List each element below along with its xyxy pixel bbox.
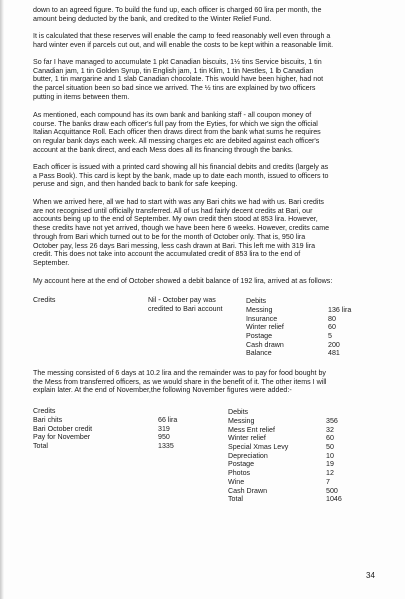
november-debits-amounts — [326, 417, 342, 504]
text-line: Italian Acquittance Roll. Each officer then draws direct from the bank what sums he requires — [33, 128, 321, 137]
debit-amount: 12 — [326, 469, 334, 478]
october-debits-heading: Debits — [246, 297, 267, 305]
debit-amount: 60 — [326, 434, 334, 443]
text-line: these credits have not yet arrived, though we have been here 6 weeks. However, credits came — [33, 224, 330, 233]
text-line: amount being deducted by the bank, and credited to the Winter Relief Fund. — [33, 14, 272, 23]
debit-amount: 500 — [326, 486, 338, 495]
debit-item: Insurance — [246, 314, 278, 323]
paragraph-october-balance — [33, 277, 388, 286]
text-line: Nil - October pay was — [148, 296, 216, 304]
paragraph-messing — [33, 369, 388, 395]
text-line: are not recognised until officially transferred. All of us had fairly decent credits at Bari, our — [33, 206, 313, 215]
text-line: September. — [33, 258, 70, 267]
paragraph-printed-card — [33, 163, 388, 189]
credit-amount: 66 lira — [158, 416, 178, 424]
text-line: a Pass Book). This card is kept by the bank, made up to date each month, issued to officers to — [33, 171, 329, 180]
text-line: credit. This does not take into account the accumulated credit of 853 lira to the end of — [33, 250, 301, 259]
november-credits-items — [33, 416, 92, 451]
paragraph-reserves — [33, 32, 388, 49]
text-line: putting in items between them. — [33, 92, 130, 101]
debit-amount: 1046 — [326, 495, 342, 504]
debit-amount: 481 — [328, 349, 340, 358]
credit-item: Bari October credit — [33, 424, 93, 433]
paragraph-compound-bank — [33, 111, 388, 155]
text-line: hard winter even if parcels cut out, and will enable the costs to be kept within a reasonable limit. — [33, 40, 334, 49]
text-line: the Mess from transferred officers, as we would share in the benefit of it. The other items I will — [33, 377, 327, 386]
debit-item: Postage — [246, 332, 273, 341]
text-line: butter, 1 tin margarine and 1 slab Canadian chocolate. This would have been higher, had not — [33, 75, 324, 84]
debit-item: Messing — [246, 306, 273, 314]
debit-amount: 19 — [326, 460, 334, 469]
text-line: down to an agreed figure. To build the fund up, each officer is charged 60 lira per month, the — [33, 6, 322, 14]
debit-item: Total — [228, 495, 243, 504]
text-line: account at the bank direct, and each Mess does all its financing through the banks. — [33, 145, 293, 154]
debit-amount: 7 — [326, 477, 330, 486]
paragraph-bari-chits — [33, 198, 388, 268]
credit-item: Pay for November — [33, 433, 91, 442]
text-line: It is calculated that these reserves will enable the camp to feed reasonably well even through a — [33, 32, 331, 40]
credit-amount: 950 — [158, 433, 170, 442]
page-number: 34 — [366, 571, 375, 580]
page-binding-shadow — [0, 0, 4, 599]
november-credits-heading: Credits — [33, 407, 56, 415]
november-debits-items — [228, 417, 288, 504]
credit-item: Total — [33, 442, 48, 451]
october-debits-amounts — [328, 306, 351, 358]
text-line: When we arrived here, all we had to start with was any Bari chits we had with us. Bari credits — [33, 198, 324, 206]
october-debits-items — [246, 306, 284, 358]
text-line: So far I have managed to accumulate 1 pkt Canadian biscuits, 1½ tins Service biscuits, 1 tin — [33, 58, 322, 66]
debit-item: Messing — [228, 417, 255, 425]
debit-item: Balance — [246, 349, 272, 358]
debit-item: Winter relief — [246, 323, 284, 332]
text-line: As mentioned, each compound has its own bank and banking staff - all coupon money of — [33, 111, 312, 119]
debit-amount: 136 lira — [328, 306, 352, 314]
text-line: Canadian jam, 1 tin Golden Syrup, tin English jam, 1 tin Klim, 1 tin Nestles, 1 lb Canadian — [33, 66, 314, 75]
debit-amount: 10 — [326, 451, 334, 460]
text-line: explain later. At the end of November,the following November figures were added:- — [33, 386, 292, 395]
debit-amount: 5 — [328, 332, 332, 341]
paragraph-accumulated-food — [33, 58, 388, 102]
text-line: on regular bank days each week. All messing charges etc are debited against each officer's — [33, 137, 320, 146]
debit-item: Cash drawn — [246, 340, 284, 349]
text-line: Each officer is issued with a printed card showing all his financial debits and credits (largely as — [33, 163, 329, 171]
text-line: peruse and sign, and then handed back to bank for safe keeping. — [33, 180, 238, 189]
debit-amount: 32 — [326, 425, 334, 434]
text-line: the parcel situation been so bad since we arrived. The ½ tins are explained by two officers — [33, 84, 316, 93]
october-credits-heading: Credits — [33, 296, 56, 304]
debit-item: Photos — [228, 469, 251, 478]
debit-amount: 50 — [326, 443, 334, 452]
text-line: My account here at the end of October showed a debit balance of 192 lira, arrived at as follows: — [33, 277, 333, 285]
credit-item: Bari chits — [33, 416, 63, 424]
debit-item: Cash Drawn — [228, 486, 268, 495]
debit-amount: 356 — [326, 417, 338, 425]
debit-item: Special Xmas Levy — [228, 443, 289, 452]
debit-amount: 200 — [328, 340, 340, 349]
debit-amount: 60 — [328, 323, 336, 332]
text-line: course. The banks draw each officer's full pay from the Eyties, for which we sign the official — [33, 119, 318, 128]
text-line: October pay, less 26 days Bari messing, less cash drawn at Bari. This left me with 319 lira — [33, 241, 316, 250]
debit-item: Postage — [228, 460, 255, 469]
debit-item: Wine — [228, 477, 245, 486]
debit-item: Winter relief — [228, 434, 266, 443]
text-line: credited to Bari account — [148, 304, 223, 313]
paragraph-winter-relief-fund — [33, 6, 388, 23]
text-line: through from Bari which turned out to be for the month of October only. That is, 950 lira — [33, 232, 306, 241]
credit-amount: 319 — [158, 424, 170, 433]
october-credits-note — [148, 296, 223, 313]
debit-item: Depreciation — [228, 451, 268, 460]
text-line: The messing consisted of 6 days at 10.2 lira and the remainder was to pay for food bought by — [33, 369, 326, 377]
debit-amount: 80 — [328, 314, 336, 323]
november-debits-heading: Debits — [228, 408, 249, 416]
credit-amount: 1335 — [158, 442, 174, 451]
november-credits-amounts — [158, 416, 177, 451]
debit-item: Mess Ent relief — [228, 425, 275, 434]
text-line: accounts being up to the end of September. My own credit then stood at 853 lira. However, — [33, 215, 318, 224]
